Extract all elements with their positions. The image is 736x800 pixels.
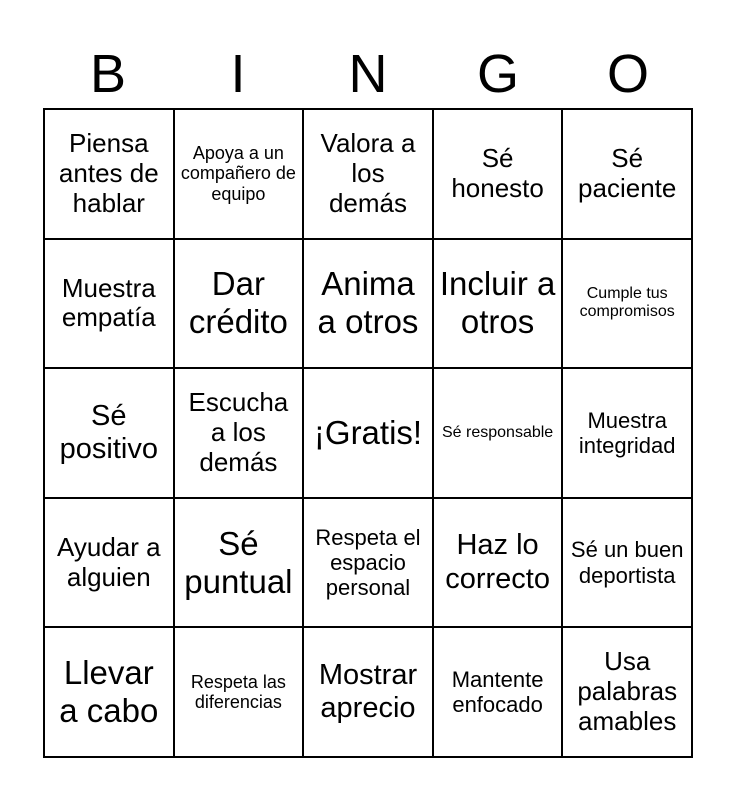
bingo-cell[interactable]: Usa palabras amables (563, 628, 693, 758)
bingo-cell[interactable]: Sé un buen deportista (563, 499, 693, 629)
bingo-cell[interactable]: Apoya a un compañero de equipo (175, 110, 305, 240)
bingo-header (43, 40, 693, 108)
bingo-cell[interactable]: Ayudar a alguien (45, 499, 175, 629)
bingo-cell[interactable]: Valora a los demás (304, 110, 434, 240)
header-letter-b: B (89, 44, 127, 104)
free-space-cell[interactable]: ¡Gratis! (304, 369, 434, 499)
bingo-cell[interactable]: Mostrar aprecio (304, 628, 434, 758)
bingo-cell[interactable]: Incluir a otros (434, 240, 564, 370)
bingo-cell[interactable]: Respeta el espacio personal (304, 499, 434, 629)
bingo-cell[interactable]: Cumple tus compromisos (563, 240, 693, 370)
bingo-cell[interactable]: Muestra empatía (45, 240, 175, 370)
bingo-cell[interactable]: Llevar a cabo (45, 628, 175, 758)
bingo-cell[interactable]: Sé responsable (434, 369, 564, 499)
bingo-cell[interactable]: Mantente enfocado (434, 628, 564, 758)
bingo-cell[interactable]: Escucha a los demás (175, 369, 305, 499)
bingo-cell[interactable]: Sé puntual (175, 499, 305, 629)
header-letter-o: O (606, 44, 649, 104)
bingo-cell[interactable]: Anima a otros (304, 240, 434, 370)
bingo-cell[interactable]: Haz lo correcto (434, 499, 564, 629)
header-letter-g: G (476, 44, 519, 104)
bingo-board (43, 108, 693, 758)
header-letter-i: I (230, 44, 246, 104)
bingo-cell[interactable]: Muestra integridad (563, 369, 693, 499)
header-letter-n: N (348, 44, 388, 104)
bingo-cell[interactable]: Sé honesto (434, 110, 564, 240)
bingo-cell[interactable]: Respeta las diferencias (175, 628, 305, 758)
bingo-cell[interactable]: Dar crédito (175, 240, 305, 370)
bingo-cell[interactable]: Piensa antes de hablar (45, 110, 175, 240)
bingo-cell[interactable]: Sé positivo (45, 369, 175, 499)
bingo-cell[interactable]: Sé paciente (563, 110, 693, 240)
